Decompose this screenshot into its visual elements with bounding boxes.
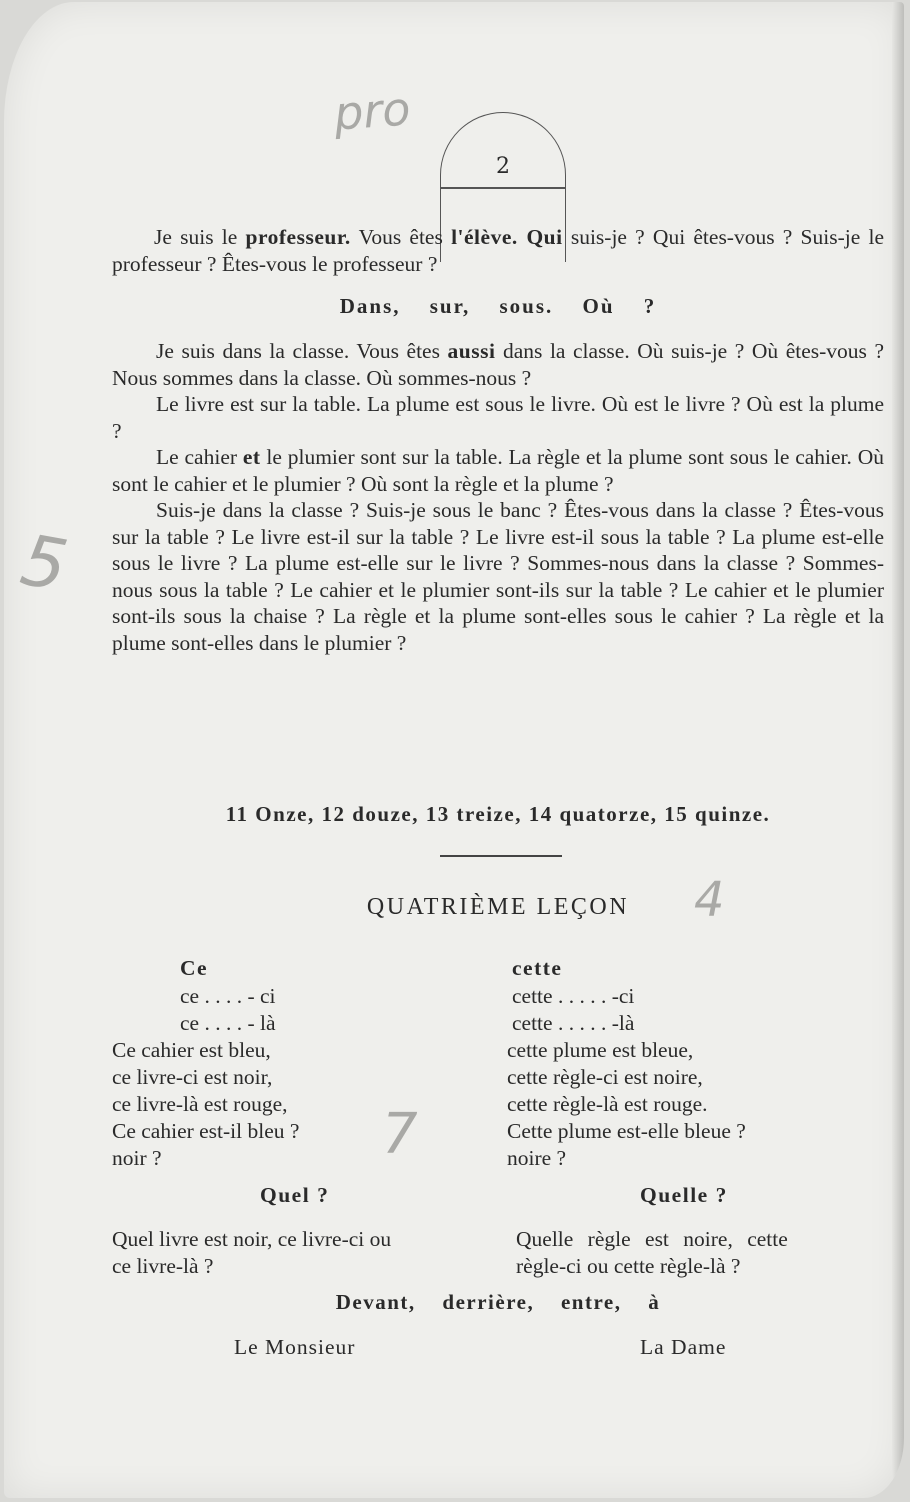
quelle-line: règle-ci ou cette règle-là ? [516, 1254, 741, 1278]
intro-paragraph: Je suis le professeur. Vous êtes l'élève. Qui suis-je ? Qui êtes-vous ? Suis-je le professeur ? Êtes-vous le professeur ? [112, 225, 884, 276]
quelle-text [516, 1226, 884, 1280]
left-line: Ce cahier est-il bleu ? [112, 1119, 300, 1143]
book-page [4, 2, 904, 1498]
quelle-heading: Quelle ? [640, 1183, 728, 1207]
heading-prepositions: Dans, sur, sous. Où ? [339, 294, 657, 318]
lesson-paragraphs [112, 338, 884, 656]
right-col-ci: cette . . . . . -ci [512, 984, 635, 1008]
left-col-lines [112, 1037, 299, 1172]
left-col-head: Ce [180, 956, 209, 980]
left-col-la: ce . . . . - là [180, 1011, 276, 1035]
section-divider [440, 855, 562, 857]
page-number: 2 [496, 154, 510, 179]
paragraph-classe: Je suis dans la classe. Vous êtes aussi dans la classe. Où suis-je ? Où êtes-vous ? Nous sommes dans la classe. Où sommes-nous ? [112, 339, 884, 390]
page-number-rule [440, 187, 566, 189]
monsieur-label: Le Monsieur [234, 1335, 356, 1359]
left-line: noir ? [112, 1146, 162, 1170]
pencil-mark-7: 7 [382, 1102, 418, 1167]
right-line: Cette plume est-elle bleue ? [507, 1119, 746, 1143]
dame-label: La Dame [640, 1335, 727, 1359]
quel-line: Quel livre est noir, ce livre-ci ou [112, 1227, 392, 1251]
right-line: cette plume est bleue, [507, 1038, 694, 1062]
right-col-head: cette [512, 956, 563, 980]
pencil-mark-4: 4 [694, 872, 725, 928]
paragraph-livre: Le livre est sur la table. La plume est sous le livre. Où est le livre ? Où est la plume ? [112, 392, 884, 443]
paragraph-questions: Suis-je dans la classe ? Suis-je sous le banc ? Êtes-vous dans la classe ? Êtes-vous sur la table ? Le livre est-il sur la table ? Le livre est-il sous la table ? La plume est-elle sous le livre ? La plume est-elle sur le livre ? Sommes-nous dans la classe ? Sommes-nous sous la table ? Le cahier et le plumier sont-ils sur la table ? Le cahier et le plumier sont-ils sous la chaise ? La règle et la plume sont-elles sous le cahier ? La règle et la plume sont-elles dans le plumier ? [112, 498, 884, 655]
paragraph-cahier: Le cahier et le plumier sont sur la table. La règle et la plume sont sous le cahier. Où sont le cahier et le plumier ? Où sont la règle et la plume ? [112, 445, 885, 496]
lesson-title: QUATRIÈME LEÇON [366, 894, 630, 920]
right-line: noire ? [507, 1146, 567, 1170]
positions-heading: Devant, derrière, entre, à [335, 1290, 661, 1314]
quel-text [112, 1226, 502, 1280]
left-line: ce livre-là est rouge, [112, 1092, 288, 1116]
quelle-line: Quelle règle est noire, cette [516, 1227, 788, 1251]
pencil-mark-5: 5 [15, 518, 74, 608]
left-line: ce livre-ci est noir, [112, 1065, 273, 1089]
left-col-ci: ce . . . . - ci [180, 984, 276, 1008]
right-line: cette règle-ci est noire, [507, 1065, 703, 1089]
right-line: cette règle-là est rouge. [507, 1092, 708, 1116]
right-col-lines [507, 1037, 746, 1172]
right-col-la: cette . . . . . -là [512, 1011, 635, 1035]
quel-heading: Quel ? [260, 1183, 330, 1207]
left-line: Ce cahier est bleu, [112, 1038, 271, 1062]
pencil-mark-pro: pro [332, 81, 413, 141]
page-edge [892, 2, 904, 1498]
quel-line: ce livre-là ? [112, 1254, 214, 1278]
numbers-line: 11 Onze, 12 douze, 13 treize, 14 quatorze, 15 quinze. [225, 802, 771, 826]
